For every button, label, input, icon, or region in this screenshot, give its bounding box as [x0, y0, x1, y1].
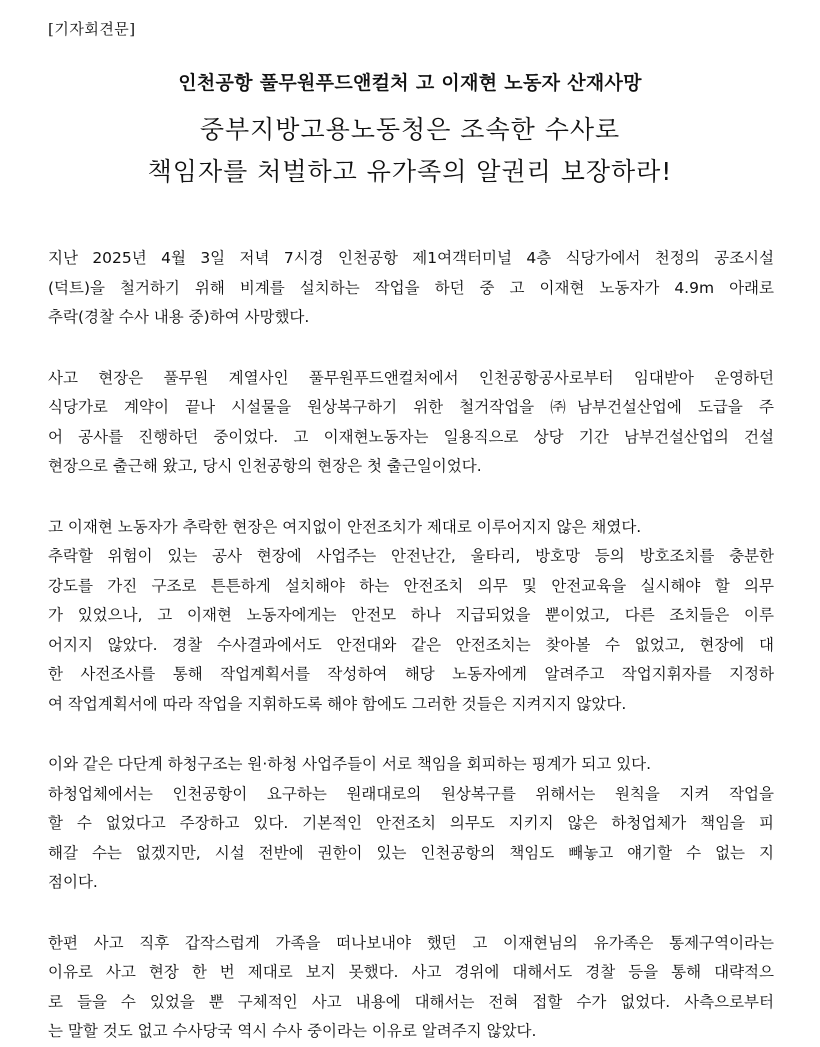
text-line: 해갈 수는 없겠지만, 시설 전반에 권한이 있는 인천공항의 책임도 빼놓고 얘기할 수 없는 지	[48, 843, 774, 862]
text-line: 추락할 위험이 있는 공사 현장에 사업주는 안전난간, 울타리, 방호망 등의 방호조치를 충분한	[48, 547, 774, 565]
text-line: 하청업체에서는 인천공항이 요구하는 원래대로의 원상복구를 위해서는 원칙을 지켜 작업을	[48, 784, 774, 803]
text-line: 식당가로 계약이 끝나 시설물을 원상복구하기 위한 철거작업을 ㈜남부건설산업에 도급을 주	[48, 398, 774, 416]
text-line: (덕트)을 철거하기 위해 비계를 설치하는 작업을 하던 중 고 이재현 노동자가 4.9m 아래로	[48, 278, 774, 297]
headline-main-line-1: 중부지방고용노동청은 조속한 수사로	[199, 115, 621, 144]
statement-body	[48, 244, 774, 1047]
text-line: 이유로 사고 현장 한 번 제대로 보지 못했다. 사고 경위에 대해서도 경찰 등을 통해 대략적으	[48, 963, 774, 981]
text-line: 점이다.	[48, 873, 98, 891]
headline-subtitle: 인천공항 풀무원푸드앤컬처 고 이재현 노동자 산재사망	[178, 72, 642, 94]
text-line: 사고 현장은 풀무원 계열사인 풀무원푸드앤컬처에서 인천공항공사로부터 임대받아 운영하던	[48, 368, 774, 387]
text-line: 추락(경찰 수사 내용 중)하여 사망했다.	[48, 308, 310, 326]
text-line: 한편 사고 직후 갑작스럽게 가족을 떠나보내야 했던 고 이재현님의 유가족은 통제구역이라는	[48, 933, 774, 952]
text-line: 할 수 없었다고 주장하고 있다. 기본적인 안전조치 의무도 지키지 않은 하청업체가 책임을 피	[48, 814, 774, 832]
paragraph	[48, 364, 774, 482]
text-line: 한 사전조사를 통해 작업계획서를 작성하여 해당 노동자에게 알려주고 작업지휘자를 지정하	[48, 665, 774, 683]
text-line: 는 말할 것도 없고 수사당국 역시 수사 중이라는 이유로 알려주지 않았다.	[48, 1022, 537, 1040]
text-line: 어 공사를 진행하던 중이었다. 고 이재현노동자는 일용직으로 상당 기간 남부건설산업의 건설	[48, 427, 774, 446]
text-line: 지난 2025년 4월 3일 저녁 7시경 인천공항 제1여객터미널 4층 식당가에서 천정의 공조시설	[48, 249, 774, 267]
text-line: 가 있었으나, 고 이재현 노동자에게는 안전모 하나 지급되었을 뿐이었고, 다른 조치들은 이루	[48, 606, 774, 624]
text-line: 이와 같은 다단계 하청구조는 원·하청 사업주들이 서로 책임을 회피하는 핑계가 되고 있다.	[48, 755, 652, 773]
paragraph	[48, 929, 774, 1047]
paragraph	[48, 513, 774, 720]
text-line: 로 들을 수 있었을 뿐 구체적인 사고 내용에 대해서는 전혀 접할 수가 없었다. 사측으로부터	[48, 992, 774, 1011]
paragraph	[48, 750, 774, 898]
text-line: 고 이재현 노동자가 추락한 현장은 여지없이 안전조치가 제대로 이루어지지 않은 채였다.	[48, 517, 642, 536]
text-line: 현장으로 출근해 왔고, 당시 인천공항의 현장은 첫 출근일이었다.	[48, 457, 482, 475]
press-conference-tag: [기자회견문]	[48, 20, 136, 38]
headline-main-line-2: 책임자를 처벌하고 유가족의 알권리 보장하라!	[147, 157, 673, 186]
text-line: 여 작업계획서에 따라 작업을 지휘하도록 해야 함에도 그러한 것들은 지켜지지 않았다.	[48, 694, 627, 713]
paragraph	[48, 244, 774, 333]
text-line: 강도를 가진 구조로 튼튼하게 설치해야 하는 안전조치 의무 및 안전교육을 실시해야 할 의무	[48, 576, 774, 595]
text-line: 어지지 않았다. 경찰 수사결과에서도 안전대와 같은 안전조치는 찾아볼 수 없었고, 현장에 대	[48, 635, 774, 654]
